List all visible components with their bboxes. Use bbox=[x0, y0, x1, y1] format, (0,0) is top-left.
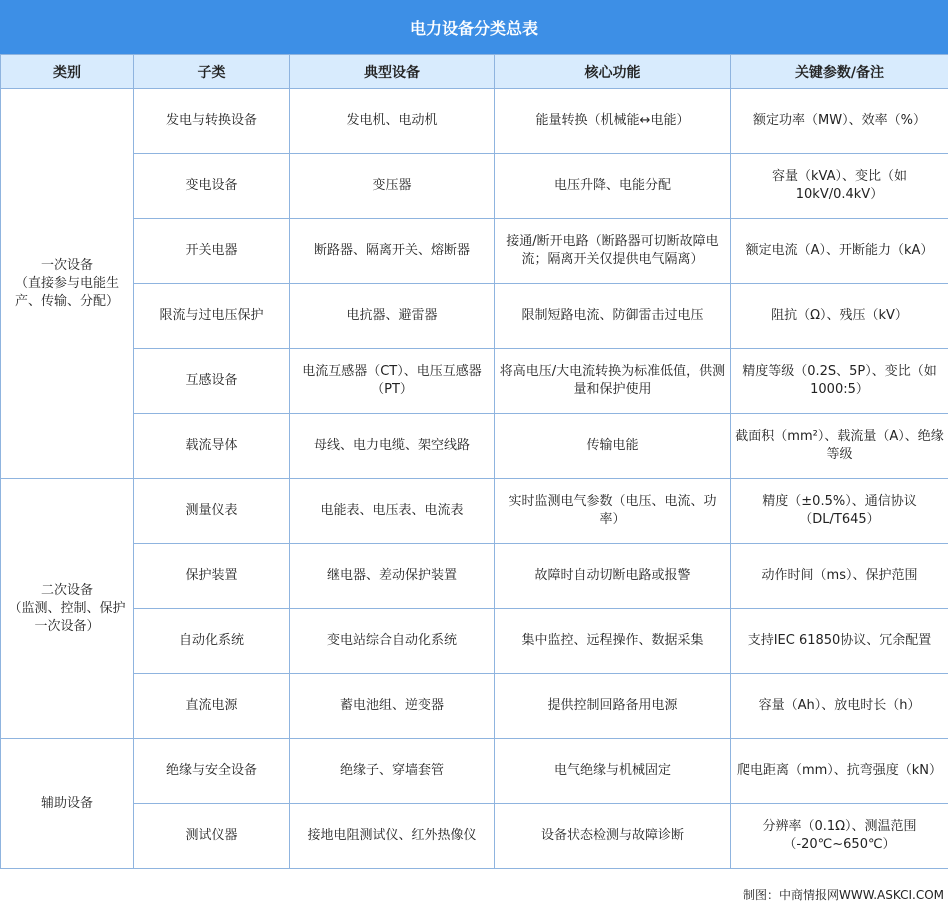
category-line: 辅助设备 bbox=[40, 795, 93, 811]
device-cell: 母线、电力电缆、架空线路 bbox=[290, 414, 495, 479]
category-line: （直接参与电能生产、传输、分配） bbox=[14, 275, 119, 309]
param-cell: 额定功率（MW）、效率（%） bbox=[731, 89, 948, 154]
subcategory-cell: 变电设备 bbox=[134, 154, 290, 219]
device-cell: 电流互感器（CT）、电压互感器（PT） bbox=[290, 349, 495, 414]
subcategory-cell: 开关电器 bbox=[134, 219, 290, 284]
table-row bbox=[1, 219, 948, 284]
function-cell: 接通/断开电路（断路器可切断故障电流；隔离开关仅提供电气隔离） bbox=[495, 219, 731, 284]
param-cell: 动作时间（ms）、保护范围 bbox=[731, 544, 948, 609]
param-cell: 容量（Ah）、放电时长（h） bbox=[731, 674, 948, 739]
table-row bbox=[1, 89, 948, 154]
device-cell: 接地电阻测试仪、红外热像仪 bbox=[290, 804, 495, 869]
subcategory-cell: 直流电源 bbox=[134, 674, 290, 739]
category-cell bbox=[1, 479, 134, 739]
header-typical-device: 典型设备 bbox=[290, 55, 495, 89]
param-cell: 容量（kVA）、变比（如10kV/0.4kV） bbox=[731, 154, 948, 219]
param-cell: 爬电距离（mm）、抗弯强度（kN） bbox=[731, 739, 948, 804]
category-cell bbox=[1, 89, 134, 479]
device-cell: 电能表、电压表、电流表 bbox=[290, 479, 495, 544]
device-cell: 变电站综合自动化系统 bbox=[290, 609, 495, 674]
function-cell: 能量转换（机械能↔电能） bbox=[495, 89, 731, 154]
table-row bbox=[1, 609, 948, 674]
device-cell: 发电机、电动机 bbox=[290, 89, 495, 154]
param-cell: 阻抗（Ω）、残压（kV） bbox=[731, 284, 948, 349]
header-subcategory: 子类 bbox=[134, 55, 290, 89]
table-row bbox=[1, 674, 948, 739]
table-row bbox=[1, 544, 948, 609]
source-credit: 制图：中商情报网WWW.ASKCI.COM bbox=[743, 888, 944, 902]
subcategory-cell: 保护装置 bbox=[134, 544, 290, 609]
device-cell: 变压器 bbox=[290, 154, 495, 219]
param-cell: 精度（±0.5%）、通信协议（DL/T645） bbox=[731, 479, 948, 544]
device-cell: 继电器、差动保护装置 bbox=[290, 544, 495, 609]
param-cell: 额定电流（A）、开断能力（kA） bbox=[731, 219, 948, 284]
table-row bbox=[1, 414, 948, 479]
equipment-table bbox=[0, 54, 948, 869]
table-row bbox=[1, 739, 948, 804]
param-cell: 精度等级（0.2S、5P）、变比（如1000:5） bbox=[731, 349, 948, 414]
param-cell: 支持IEC 61850协议、冗余配置 bbox=[731, 609, 948, 674]
table-row bbox=[1, 479, 948, 544]
category-line: 一次设备 bbox=[40, 257, 93, 273]
header-key-params: 关键参数/备注 bbox=[731, 55, 948, 89]
param-cell: 截面积（mm²）、载流量（A）、绝缘等级 bbox=[731, 414, 948, 479]
device-cell: 绝缘子、穿墙套管 bbox=[290, 739, 495, 804]
device-cell: 蓄电池组、逆变器 bbox=[290, 674, 495, 739]
subcategory-cell: 限流与过电压保护 bbox=[134, 284, 290, 349]
subcategory-cell: 自动化系统 bbox=[134, 609, 290, 674]
function-cell: 设备状态检测与故障诊断 bbox=[495, 804, 731, 869]
category-line: 二次设备 bbox=[40, 582, 93, 598]
header-category: 类别 bbox=[1, 55, 134, 89]
device-cell: 断路器、隔离开关、熔断器 bbox=[290, 219, 495, 284]
category-line: （监测、控制、保护一次设备） bbox=[8, 600, 126, 634]
subcategory-cell: 互感设备 bbox=[134, 349, 290, 414]
param-cell: 分辨率（0.1Ω）、测温范围（-20℃~650℃） bbox=[731, 804, 948, 869]
device-cell: 电抗器、避雷器 bbox=[290, 284, 495, 349]
function-cell: 限制短路电流、防御雷击过电压 bbox=[495, 284, 731, 349]
function-cell: 故障时自动切断电路或报警 bbox=[495, 544, 731, 609]
function-cell: 集中监控、远程操作、数据采集 bbox=[495, 609, 731, 674]
table-row bbox=[1, 804, 948, 869]
subcategory-cell: 测试仪器 bbox=[134, 804, 290, 869]
function-cell: 传输电能 bbox=[495, 414, 731, 479]
page-title: 电力设备分类总表 bbox=[0, 0, 948, 54]
header-row bbox=[1, 55, 948, 89]
function-cell: 电气绝缘与机械固定 bbox=[495, 739, 731, 804]
function-cell: 将高电压/大电流转换为标准低值，供测量和保护使用 bbox=[495, 349, 731, 414]
subcategory-cell: 绝缘与安全设备 bbox=[134, 739, 290, 804]
subcategory-cell: 发电与转换设备 bbox=[134, 89, 290, 154]
subcategory-cell: 载流导体 bbox=[134, 414, 290, 479]
subcategory-cell: 测量仪表 bbox=[134, 479, 290, 544]
function-cell: 实时监测电气参数（电压、电流、功率） bbox=[495, 479, 731, 544]
header-core-function: 核心功能 bbox=[495, 55, 731, 89]
table-row bbox=[1, 349, 948, 414]
table-row bbox=[1, 154, 948, 219]
function-cell: 提供控制回路备用电源 bbox=[495, 674, 731, 739]
category-cell bbox=[1, 739, 134, 869]
table-row bbox=[1, 284, 948, 349]
function-cell: 电压升降、电能分配 bbox=[495, 154, 731, 219]
